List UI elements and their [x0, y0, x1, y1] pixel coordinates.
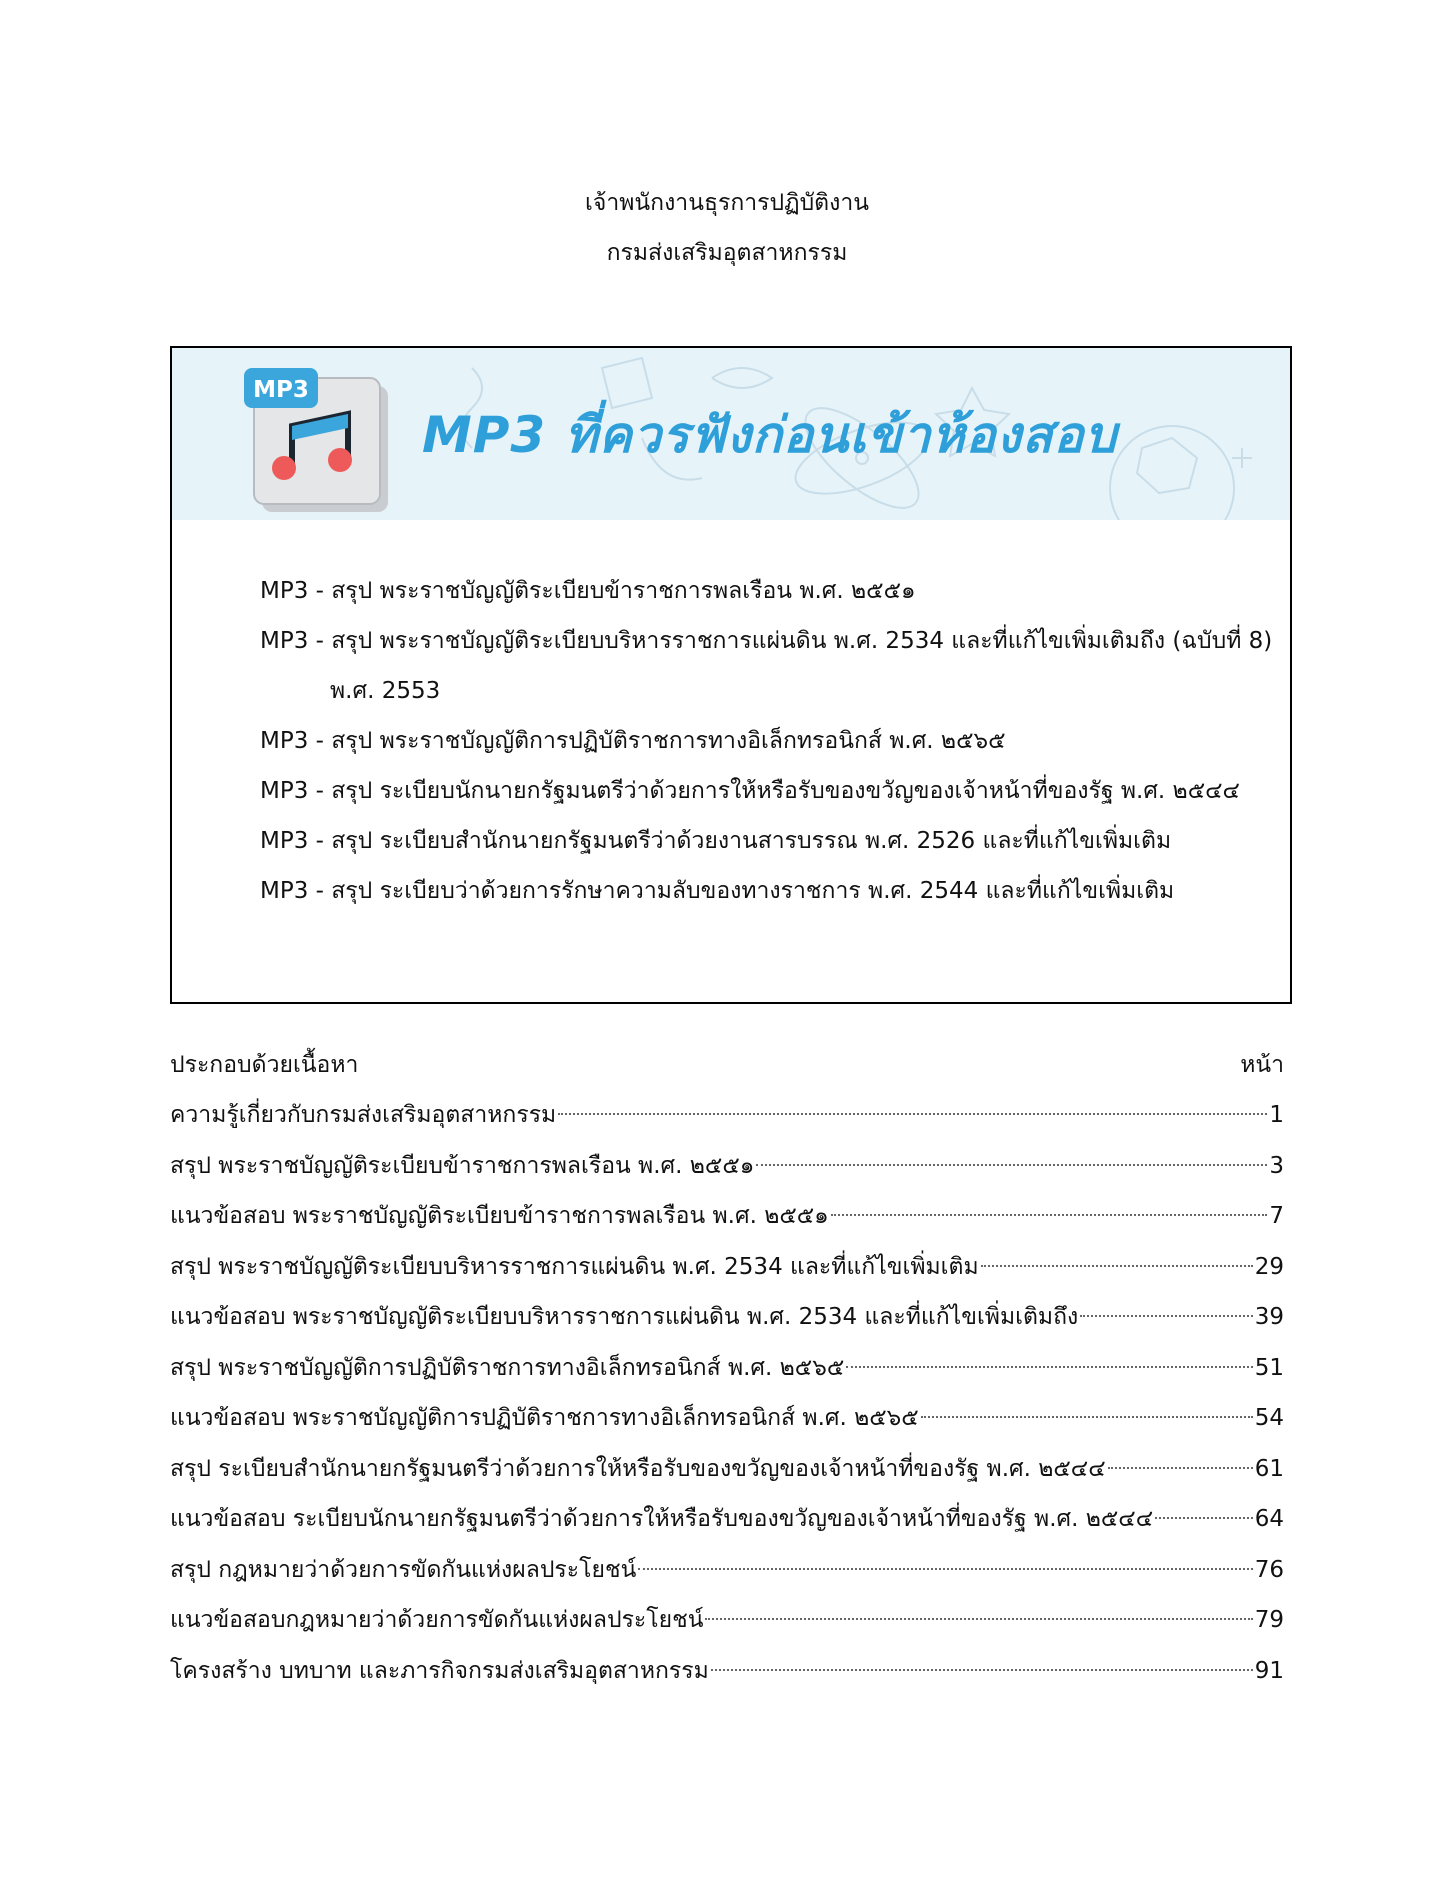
toc-row [170, 1343, 1284, 1394]
mp3-music-icon [244, 368, 394, 518]
toc-row [170, 1393, 1284, 1444]
toc-entry-page: 64 [1254, 1506, 1284, 1532]
toc-entry-page: 39 [1254, 1304, 1284, 1330]
mp3-section [170, 346, 1292, 1004]
toc-header [170, 1040, 1284, 1090]
toc-entry-title: แนวข้อสอบ พระราชบัญญัติระเบียบบริหารราชการแผ่นดิน พ.ศ. 2534 และที่แก้ไขเพิ่มเติมถึง [170, 1304, 1079, 1330]
toc-entry-title: สรุป ระเบียบสำนักนายกรัฐมนตรีว่าด้วยการให้หรือรับของขวัญของเจ้าหน้าที่ของรัฐ พ.ศ. ๒๕๔๔ [170, 1455, 1106, 1482]
toc-entry-page: 54 [1254, 1405, 1284, 1431]
toc-entry-title: แนวข้อสอบ พระราชบัญญัติระเบียบข้าราชการพลเรือน พ.ศ. ๒๕๕๑ [170, 1203, 829, 1229]
toc-entry-page: 76 [1254, 1556, 1284, 1583]
banner-title: MP3 ที่ควรฟังก่อนเข้าห้องสอบ [422, 406, 1118, 464]
toc-row [170, 1191, 1284, 1242]
toc-rows [170, 1090, 1284, 1696]
header-position-title: เจ้าพนักงานธุรการปฏิบัติงาน [585, 190, 869, 216]
mp3-banner [172, 348, 1290, 520]
toc-entry-title: สรุป พระราชบัญญัติระเบียบข้าราชการพลเรือน พ.ศ. ๒๕๕๑ [170, 1152, 755, 1179]
toc-row [170, 1494, 1284, 1545]
mp3-list-item: MP3 - สรุป ระเบียบว่าด้วยการรักษาความลับของทางราชการ พ.ศ. 2544 และที่แก้ไขเพิ่มเติม [260, 878, 1175, 904]
toc-row [170, 1242, 1284, 1293]
toc-page-heading: หน้า [1240, 1052, 1284, 1078]
document-header [0, 178, 1454, 278]
toc-row [170, 1292, 1284, 1343]
toc-row [170, 1545, 1284, 1596]
toc-entry-page: 91 [1254, 1657, 1284, 1684]
toc-row [170, 1141, 1284, 1192]
toc-entry-title: สรุป พระราชบัญญัติระเบียบบริหารราชการแผ่นดิน พ.ศ. 2534 และที่แก้ไขเพิ่มเติม [170, 1253, 979, 1280]
toc-entry-title: สรุป พระราชบัญญัติการปฏิบัติราชการทางอิเล็กทรอนิกส์ พ.ศ. ๒๕๖๕ [170, 1354, 845, 1381]
mp3-list-item: MP3 - สรุป พระราชบัญญัติระเบียบข้าราชการพลเรือน พ.ศ. ๒๕๕๑ [260, 578, 916, 604]
toc-dot-leader [558, 1113, 1267, 1115]
toc-entry-title: แนวข้อสอบกฎหมายว่าด้วยการขัดกันแห่งผลประโยชน์ [170, 1607, 704, 1633]
toc-row [170, 1595, 1284, 1646]
mp3-list [260, 566, 1280, 916]
toc-dot-leader [1155, 1517, 1253, 1519]
toc-entry-title: สรุป กฎหมายว่าด้วยการขัดกันแห่งผลประโยชน์ [170, 1556, 637, 1583]
toc-entry-page: 1 [1269, 1102, 1284, 1128]
toc-entry-title: ความรู้เกี่ยวกับกรมส่งเสริมอุตสาหกรรม [170, 1102, 557, 1128]
toc-entry-page: 51 [1254, 1354, 1284, 1381]
toc-dot-leader [1108, 1467, 1253, 1469]
toc-entry-page: 7 [1269, 1203, 1284, 1229]
toc-entry-title: แนวข้อสอบ ระเบียบนักนายกรัฐมนตรีว่าด้วยการให้หรือรับของขวัญของเจ้าหน้าที่ของรัฐ พ.ศ. ๒๕๔๔ [170, 1506, 1154, 1532]
toc-dot-leader [638, 1568, 1252, 1570]
toc-dot-leader [1080, 1315, 1252, 1317]
table-of-contents [170, 1040, 1284, 1696]
header-department-title: กรมส่งเสริมอุตสาหกรรม [606, 240, 848, 266]
toc-entry-page: 79 [1254, 1607, 1284, 1633]
toc-row [170, 1090, 1284, 1141]
toc-row [170, 1444, 1284, 1495]
mp3-list-item: MP3 - สรุป พระราชบัญญัติระเบียบบริหารราชการแผ่นดิน พ.ศ. 2534 และที่แก้ไขเพิ่มเติมถึง (ฉบับที่ 8) พ.ศ. 2553 [260, 628, 1273, 704]
toc-dot-leader [981, 1265, 1253, 1267]
toc-entry-page: 3 [1269, 1152, 1284, 1179]
mp3-list-item: MP3 - สรุป ระเบียบสำนักนายกรัฐมนตรีว่าด้วยงานสารบรรณ พ.ศ. 2526 และที่แก้ไขเพิ่มเติม [260, 828, 1172, 854]
toc-entry-page: 29 [1254, 1253, 1284, 1280]
svg-text:MP3: MP3 [253, 377, 309, 403]
toc-heading: ประกอบด้วยเนื้อหา [170, 1052, 359, 1078]
toc-dot-leader [756, 1164, 1267, 1166]
toc-dot-leader [831, 1214, 1268, 1216]
toc-entry-title: โครงสร้าง บทบาท และภารกิจกรมส่งเสริมอุตสาหกรรม [170, 1657, 709, 1684]
toc-dot-leader [711, 1669, 1253, 1671]
mp3-list-item: MP3 - สรุป ระเบียบนักนายกรัฐมนตรีว่าด้วยการให้หรือรับของขวัญของเจ้าหน้าที่ของรัฐ พ.ศ. ๒๕๔๔ [260, 778, 1240, 804]
toc-entry-title: แนวข้อสอบ พระราชบัญญัติการปฏิบัติราชการทางอิเล็กทรอนิกส์ พ.ศ. ๒๕๖๕ [170, 1405, 919, 1431]
toc-dot-leader [921, 1416, 1253, 1418]
toc-entry-page: 61 [1254, 1455, 1284, 1482]
mp3-list-item: MP3 - สรุป พระราชบัญญัติการปฏิบัติราชการทางอิเล็กทรอนิกส์ พ.ศ. ๒๕๖๕ [260, 728, 1006, 754]
toc-dot-leader [846, 1366, 1252, 1368]
toc-row [170, 1646, 1284, 1697]
toc-dot-leader [705, 1618, 1252, 1620]
